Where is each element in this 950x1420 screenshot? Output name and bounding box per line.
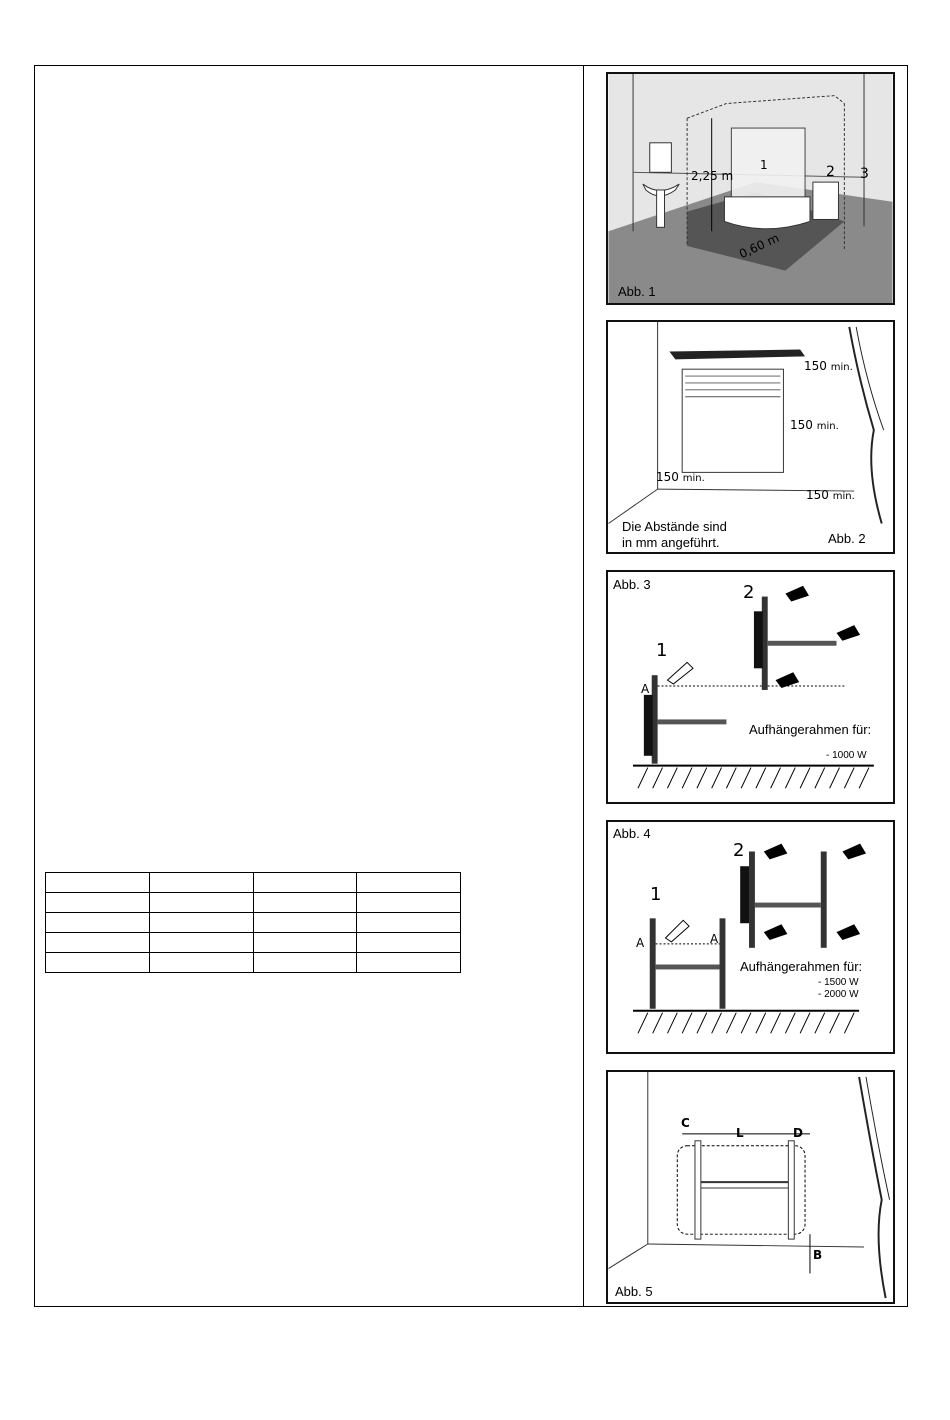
figure-caption: Abb. 1 [618, 284, 656, 299]
zone-2-label: 2 [826, 164, 835, 180]
frame-label: Aufhängerahmen für: [740, 959, 863, 974]
dimension-d-label: D [793, 1126, 803, 1140]
power-label: - 1000 W [826, 750, 867, 761]
figure-mounting-1500-2000w [606, 820, 895, 1054]
step-1-label: 1 [650, 884, 662, 905]
dimension-top: 150 min. [804, 359, 853, 373]
mounting-frame-illustration [608, 572, 893, 802]
figure-caption: Abb. 5 [615, 1284, 653, 1299]
width-label: 0,60 m [737, 230, 782, 262]
clearance-illustration [608, 322, 893, 552]
table-row [46, 913, 461, 933]
step-2-label: 2 [743, 582, 755, 603]
zone-1-label: 1 [760, 158, 768, 172]
units-note-line2: in mm angeführt. [622, 535, 720, 550]
figure-mounting-1000w [606, 570, 895, 804]
dimension-c-label: C [681, 1116, 690, 1130]
height-label: 2,25 m [691, 169, 734, 183]
units-note-line1: Die Abstände sind [622, 519, 727, 534]
bathroom-illustration [608, 74, 893, 303]
figure-caption: Abb. 3 [613, 577, 651, 592]
dimension-l-label: L [736, 1126, 744, 1140]
mark-a-right-label: A [710, 932, 719, 946]
mark-a-label: A [641, 682, 650, 696]
empty-table [45, 872, 461, 973]
table-row [46, 893, 461, 913]
figure-frame-dimensions [606, 1070, 895, 1304]
table-row [46, 953, 461, 973]
step-1-label: 1 [656, 640, 668, 661]
dimension-b-label: B [813, 1248, 823, 1262]
step-2-label: 2 [733, 840, 745, 861]
mounting-frame-illustration [608, 822, 893, 1052]
frame-dimensions-illustration [608, 1072, 893, 1302]
mark-a-left-label: A [636, 936, 645, 950]
zone-3-label: 3 [860, 166, 869, 182]
column-divider [583, 65, 584, 1307]
table-row [46, 933, 461, 953]
figure-bathroom-zones [606, 72, 895, 305]
figure-clearances [606, 320, 895, 554]
dimension-left: 150 min. [656, 470, 705, 484]
figure-caption: Abb. 4 [613, 826, 651, 841]
power-2000-label: - 2000 W [818, 989, 859, 1000]
table-row [46, 873, 461, 893]
dimension-bottom: 150 min. [806, 488, 855, 502]
frame-label: Aufhängerahmen für: [749, 722, 872, 737]
figure-caption: Abb. 2 [828, 531, 866, 546]
dimension-side: 150 min. [790, 418, 839, 432]
power-1500-label: - 1500 W [818, 977, 859, 988]
